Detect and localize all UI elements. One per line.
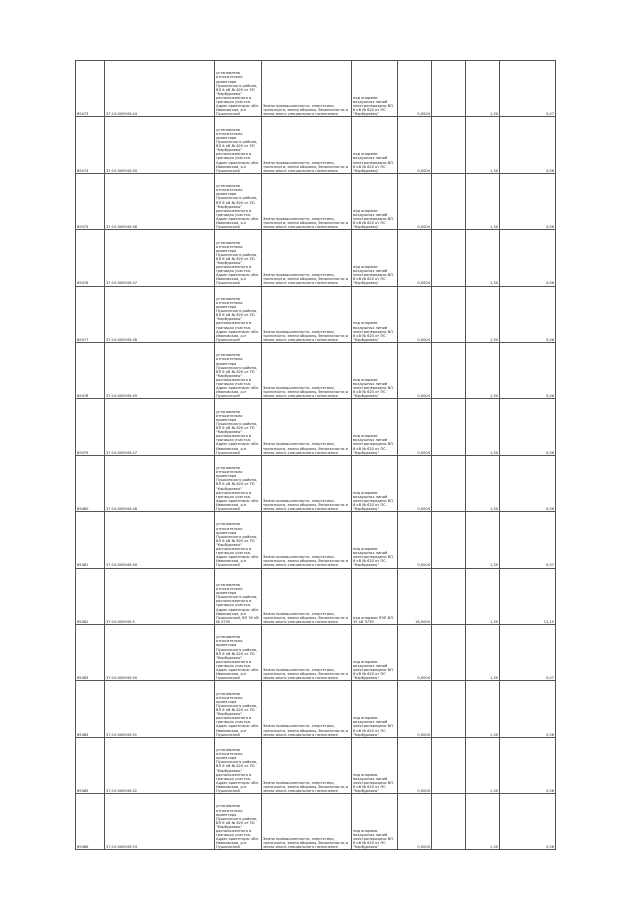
land-category: Земли промышленности, энергетики, транспорта, земли обороны, безопасности и земли иного специального назначения <box>262 286 352 342</box>
cadastral-number: 37:10:000945:49 <box>105 512 215 568</box>
location-description: установлено относительно ориентира Пушкинского района, ВЛ 6 кВ № 620 от ПС "Карбуровец" расположенного в границах участка. Адрес ориентира: обл. Ивановская, р-н Пушкинский <box>215 61 262 117</box>
table-row <box>76 399 556 455</box>
area-value: 0,0004 <box>398 286 432 342</box>
table-row <box>76 61 556 117</box>
cadastral-number: 37:10:000945:47 <box>105 399 215 455</box>
cadastral-number: 37:10:000945:46 <box>105 173 215 229</box>
row-index: 89473 <box>76 61 105 117</box>
table-row <box>76 286 556 342</box>
rate-value: 1,30 <box>466 455 500 511</box>
empty-cell <box>432 624 466 680</box>
location-description: установлено относительно ориентира Пушкинского района, ВЛ 6 кВ № 620 от ПС "Карбуровец" расположенного в границах участка. Адрес ориентира: обл. Ивановская, р-н Пушкинский <box>215 286 262 342</box>
sum-value: 0,06 <box>500 455 556 511</box>
area-value: 0,0004 <box>398 512 432 568</box>
land-category: Земли промышленности, энергетики, транспорта, земли обороны, безопасности и земли иного специального назначения <box>262 794 352 850</box>
location-description: установлено относительно ориентира Пушкинского района, ВЛ 6 кВ № 620 от ПС "Карбуровец" расположенного в границах участка. Адрес ориентира: обл. Ивановская, р-н Пушкинский <box>215 173 262 229</box>
table-row <box>76 342 556 398</box>
row-index: 89482 <box>76 568 105 624</box>
table-row <box>76 512 556 568</box>
table-row <box>76 455 556 511</box>
sum-value: 0,06 <box>500 737 556 793</box>
location-description: установлено относительно ориентира Пушкинского района, ВЛ 6 кВ № 620 от ПС "Карбуровец" расположенного в границах участка. Адрес ориентира: обл. Ивановская, р-н Пушкинский <box>215 624 262 680</box>
location-description: установлено относительно ориентира Пушкинского района, ВЛ 6 кВ № 620 от ПС "Карбуровец" расположенного в границах участка. Адрес ориентира: обл. Ивановская, р-н Пушкинский <box>215 512 262 568</box>
empty-cell <box>432 512 466 568</box>
sum-value: 12,15 <box>500 568 556 624</box>
location-description: установлено относительно ориентира Пушкинского района, расположенного в границах участка. Адрес ориентира: обл. Ивановская, р-н Пушкинский, ВЛ 35 кВ № 3739 <box>215 568 262 624</box>
empty-cell <box>432 230 466 286</box>
row-index: 89485 <box>76 737 105 793</box>
empty-cell <box>432 737 466 793</box>
sum-value: 0,07 <box>500 61 556 117</box>
area-value: 0,0004 <box>398 455 432 511</box>
table-row <box>76 624 556 680</box>
sum-value: 0,06 <box>500 399 556 455</box>
cadastral-number: 37:10:000945:53 <box>105 794 215 850</box>
area-value: 0,0004 <box>398 117 432 173</box>
location-description: установлено относительно ориентира Пушкинского района, ВЛ 6 кВ № 620 от ПС "Карбуровец" расположенного в границах участка. Адрес ориентира: обл. Ивановская, р-н Пушкинский <box>215 737 262 793</box>
permitted-use: под опорами ЛЭП ВЛ 35 кВ 3739 <box>352 568 398 624</box>
empty-cell <box>432 399 466 455</box>
rate-value: 1,30 <box>466 230 500 286</box>
row-index: 89484 <box>76 681 105 737</box>
empty-cell <box>432 117 466 173</box>
row-index: 89475 <box>76 173 105 229</box>
row-index: 89480 <box>76 455 105 511</box>
location-description: установлено относительно ориентира Пушкинского района, ВЛ 6 кВ № 620 от ПС "Карбуровец" расположенного в границах участка. Адрес ориентира: обл. Ивановская, р-н Пушкинский <box>215 342 262 398</box>
land-plots-table <box>75 60 556 850</box>
empty-cell <box>432 455 466 511</box>
cadastral-number: 37:10:000945:47 <box>105 230 215 286</box>
empty-cell <box>432 286 466 342</box>
row-index: 89479 <box>76 399 105 455</box>
rate-value: 1,30 <box>466 61 500 117</box>
permitted-use: под опорами воздушных линий электропередачи ВЛ 6 кВ № 620 от ПС "Карбуровец" <box>352 455 398 511</box>
rate-value: 1,30 <box>466 624 500 680</box>
cadastral-number: 37:10:000945:48 <box>105 455 215 511</box>
empty-cell <box>432 568 466 624</box>
area-value: 0,0004 <box>398 61 432 117</box>
sum-value: 0,07 <box>500 512 556 568</box>
area-value: 0,0004 <box>398 737 432 793</box>
sum-value: 0,06 <box>500 117 556 173</box>
permitted-use: под опорами воздушных линий электропередачи ВЛ 6 кВ № 620 от ПС "Карбуровец" <box>352 681 398 737</box>
table-row <box>76 173 556 229</box>
area-value: 0,0004 <box>398 342 432 398</box>
empty-cell <box>432 681 466 737</box>
land-category: Земли промышленности, энергетики, транспорта, земли обороны, безопасности и земли иного специального назначения <box>262 624 352 680</box>
cadastral-number: 37:10:000945:45 <box>105 117 215 173</box>
table-row <box>76 681 556 737</box>
location-description: установлено относительно ориентира Пушкинского района, ВЛ 6 кВ № 620 от ПС "Карбуровец" расположенного в границах участка. Адрес ориентира: обл. Ивановская, р-н Пушкинский <box>215 230 262 286</box>
permitted-use: под опорами воздушных линий электропередачи ВЛ 6 кВ № 620 от ПС "Карбуровец" <box>352 286 398 342</box>
land-category: Земли промышленности, энергетики, транспорта, земли обороны, безопасности и земли иного специального назначения <box>262 399 352 455</box>
permitted-use: под опорами воздушных линий электропередачи ВЛ 6 кВ № 620 от ПС "Карбуровец" <box>352 737 398 793</box>
row-index: 89481 <box>76 512 105 568</box>
rate-value: 1,30 <box>466 568 500 624</box>
rate-value: 1,30 <box>466 737 500 793</box>
row-index: 89476 <box>76 230 105 286</box>
table-row <box>76 117 556 173</box>
table-row <box>76 230 556 286</box>
area-value: 0,0004 <box>398 681 432 737</box>
table-row <box>76 737 556 793</box>
area-value: 0,0004 <box>398 399 432 455</box>
rate-value: 1,30 <box>466 794 500 850</box>
land-category: Земли промышленности, энергетики, транспорта, земли обороны, безопасности и земли иного специального назначения <box>262 568 352 624</box>
cadastral-number: 37:10:000945:51 <box>105 681 215 737</box>
sum-value: 0,06 <box>500 173 556 229</box>
land-category: Земли промышленности, энергетики, транспорта, земли обороны, безопасности и земли иного специального назначения <box>262 681 352 737</box>
land-category: Земли промышленности, энергетики, транспорта, земли обороны, безопасности и земли иного специального назначения <box>262 455 352 511</box>
permitted-use: под опорами воздушных линий электропередачи ВЛ 6 кВ № 620 от ПС "Карбуровец" <box>352 230 398 286</box>
permitted-use: под опорами воздушных линий электропередачи ВЛ 6 кВ № 620 от ПС "Карбуровец" <box>352 117 398 173</box>
area-value: 0,0004 <box>398 624 432 680</box>
land-category: Земли промышленности, энергетики, транспорта, земли обороны, безопасности и земли иного специального назначения <box>262 512 352 568</box>
land-category: Земли промышленности, энергетики, транспорта, земли обороны, безопасности и земли иного специального назначения <box>262 61 352 117</box>
sum-value: 0,06 <box>500 342 556 398</box>
rate-value: 1,30 <box>466 342 500 398</box>
permitted-use: под опорами воздушных линий электропередачи ВЛ 6 кВ № 620 от ПС "Карбуровец" <box>352 399 398 455</box>
row-index: 89486 <box>76 794 105 850</box>
rate-value: 1,30 <box>466 399 500 455</box>
land-category: Земли промышленности, энергетики, транспорта, земли обороны, безопасности и земли иного специального назначения <box>262 230 352 286</box>
land-category: Земли промышленности, энергетики, транспорта, земли обороны, безопасности и земли иного специального назначения <box>262 737 352 793</box>
row-index: 89474 <box>76 117 105 173</box>
location-description: установлено относительно ориентира Пушкинского района, ВЛ 6 кВ № 620 от ПС "Карбуровец" расположенного в границах участка. Адрес ориентира: обл. Ивановская, р-н Пушкинский <box>215 794 262 850</box>
location-description: установлено относительно ориентира Пушкинского района, ВЛ 6 кВ № 620 от ПС "Карбуровец" расположенного в границах участка. Адрес ориентира: обл. Ивановская, р-н Пушкинский <box>215 681 262 737</box>
rate-value: 1,30 <box>466 173 500 229</box>
sum-value: 0,06 <box>500 230 556 286</box>
permitted-use: под опорами воздушных линий электропередачи ВЛ 6 кВ № 620 от ПС "Карбуровец" <box>352 512 398 568</box>
permitted-use: под опорами воздушных линий электропередачи ВЛ 6 кВ № 620 от ПС "Карбуровец" <box>352 173 398 229</box>
empty-cell <box>432 342 466 398</box>
empty-cell <box>432 61 466 117</box>
land-category: Земли промышленности, энергетики, транспорта, земли обороны, безопасности и земли иного специального назначения <box>262 173 352 229</box>
cadastral-number: 37:10:000945:50 <box>105 624 215 680</box>
table-row <box>76 794 556 850</box>
cadastral-number: 37:10:000945:49 <box>105 342 215 398</box>
rate-value: 1,30 <box>466 681 500 737</box>
permitted-use: под опорами воздушных линий электропередачи ВЛ 6 кВ № 620 от ПС "Карбуровец" <box>352 624 398 680</box>
location-description: установлено относительно ориентира Пушкинского района, ВЛ 6 кВ № 620 от ПС "Карбуровец" расположенного в границах участка. Адрес ориентира: обл. Ивановская, р-н Пушкинский <box>215 399 262 455</box>
location-description: установлено относительно ориентира Пушкинского района, ВЛ 6 кВ № 620 от ПС "Карбуровец" расположенного в границах участка. Адрес ориентира: обл. Ивановская, р-н Пушкинский <box>215 455 262 511</box>
rate-value: 1,30 <box>466 512 500 568</box>
permitted-use: под опорами воздушных линий электропередачи ВЛ 6 кВ № 620 от ПС "Карбуровец" <box>352 61 398 117</box>
land-category: Земли промышленности, энергетики, транспорта, земли обороны, безопасности и земли иного специального назначения <box>262 117 352 173</box>
cadastral-number: 37:10:000945:5 <box>105 568 215 624</box>
empty-cell <box>432 794 466 850</box>
land-category: Земли промышленности, энергетики, транспорта, земли обороны, безопасности и земли иного специального назначения <box>262 342 352 398</box>
cadastral-number: 37:10:000945:44 <box>105 61 215 117</box>
sum-value: 0,06 <box>500 794 556 850</box>
location-description: установлено относительно ориентира Пушкинского района, ВЛ 6 кВ № 620 от ПС "Карбуровец" расположенного в границах участка. Адрес ориентира: обл. Ивановская, р-н Пушкинский <box>215 117 262 173</box>
row-index: 89478 <box>76 342 105 398</box>
area-value: 16,0000 <box>398 568 432 624</box>
row-index: 89477 <box>76 286 105 342</box>
area-value: 0,0004 <box>398 794 432 850</box>
area-value: 0,0004 <box>398 173 432 229</box>
cadastral-number: 37:10:000945:48 <box>105 286 215 342</box>
sum-value: 0,06 <box>500 681 556 737</box>
area-value: 0,0004 <box>398 230 432 286</box>
rate-value: 1,30 <box>466 117 500 173</box>
permitted-use: под опорами воздушных линий электропередачи ВЛ 6 кВ № 620 от ПС "Карбуровец" <box>352 342 398 398</box>
row-index: 89483 <box>76 624 105 680</box>
rate-value: 1,30 <box>466 286 500 342</box>
permitted-use: под опорами воздушных линий электропередачи ВЛ 6 кВ № 620 от ПС "Карбуровец" <box>352 794 398 850</box>
empty-cell <box>432 173 466 229</box>
sum-value: 0,07 <box>500 624 556 680</box>
sum-value: 0,06 <box>500 286 556 342</box>
cadastral-number: 37:10:000945:52 <box>105 737 215 793</box>
table-row <box>76 568 556 624</box>
